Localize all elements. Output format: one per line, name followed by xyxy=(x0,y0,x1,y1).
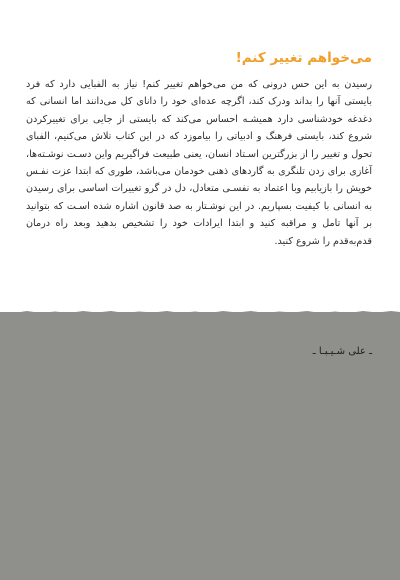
author-signature: ـ علی شـیـبـا ـ xyxy=(312,346,372,357)
page-title: می‌خواهم تغییر کنم! xyxy=(235,50,372,66)
torn-paper-edge xyxy=(0,300,400,322)
body-paragraph: رسیدن به این حس درونی که من می‌خواهم تغییر کنم! نیاز به الفبایی دارد که فرد بایستی آنها را بداند ودرک کند، اگرچه عده‌ای خود را دانای کل می‌دانند اما انسانی که دغدغه خودشناسی دارد همیشـه احساس می‌کند که بایستی از جایی برای تغییرکردن شروع کند، بایستی فرهنگ و ادبیاتی را بیاموزد که در این کتاب تلاش می‌کنیم، الفبای تحول و تغییر را از بزرگترین اسـتاد انسان، یعنی طبیعت فراگیریم واین دسـت نوشـته‌ها، آغازی برای زدن تلنگری به گاردهای ذهنی خودمان می‌باشد، طوری که ابتدا عزت نفـس خویش را بازیابیم وبا اعتماد به نفسـی متعادل، دل در گرو تغییرات اساسی برای رسیدن به انسانی با کیفیت بسپاریم. در این نوشـتار به صد قانون اشاره شده اسـت که بتوانید بر آنها تامل و مراقبه کنید و ابتدا ایرادات خود را تشخیص بدهید وبعد راه درمان قدم‌به‌قدم را شروع کنید. xyxy=(26,79,372,247)
